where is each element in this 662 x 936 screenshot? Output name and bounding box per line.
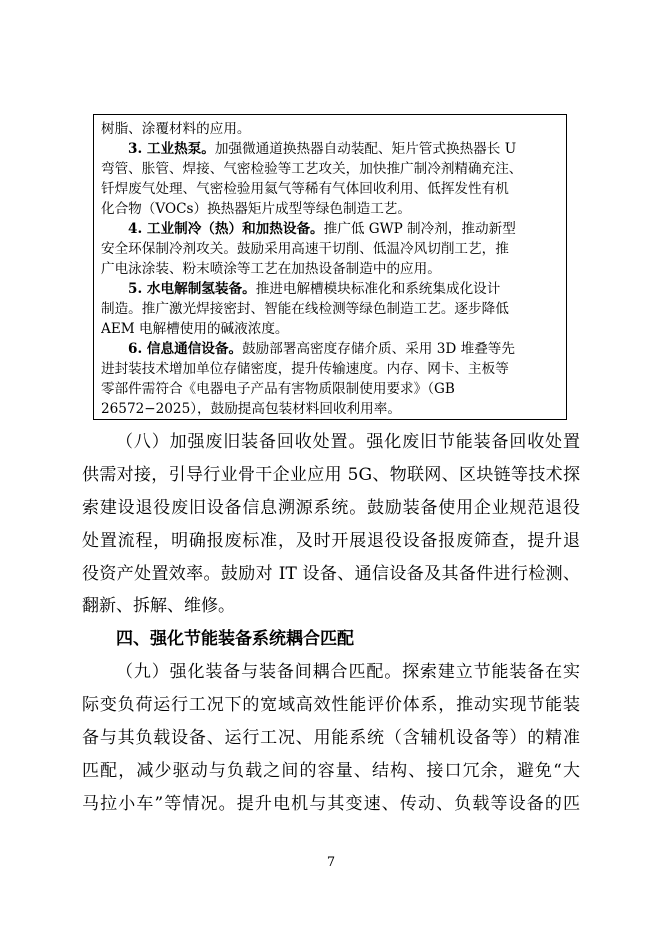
box-item-text: 推进电解槽模块标准化和系统集成化设计 [255, 281, 501, 297]
paragraph-line: （八）加强废旧装备回收处置。强化废旧节能装备回收处置 [116, 432, 580, 452]
box-line: 化合物（VOCs）换热器矩片成型等绿色制造工艺。 [101, 201, 411, 217]
section-heading: 四、强化节能装备系统耦合匹配 [116, 629, 354, 650]
box-line: 26572−2025），鼓励提高包装材料回收利用率。 [101, 401, 401, 417]
box-item-3 [101, 139, 559, 159]
paragraph-line: 马拉小车”等情况。提升电机与其变速、传动、负载等设备的匹 [82, 793, 580, 814]
paragraph-line: 供需对接，引导行业骨干企业应用 5G、物联网、区块链等技术探 [82, 464, 580, 485]
boxed-section [93, 114, 567, 420]
box-line: 零部件需符合《电器电子产品有害物质限制使用要求》（GB [101, 381, 455, 397]
paragraph-line: （九）强化装备与装备间耦合匹配。探索建立节能装备在实 [116, 662, 580, 683]
box-item-text: 鼓励部署高密度存储介质、采用 3D 堆叠等先 [242, 341, 515, 357]
box-line: 树脂、涂覆材料的应用。 [101, 121, 251, 137]
box-line: 广电泳涂装、粉末喷涂等工艺在加热设备制造中的应用。 [101, 261, 441, 277]
box-item-title: 5. 水电解制氢装备。 [128, 281, 256, 297]
box-line: 钎焊废气处理、气密检验用氦气等稀有气体回收利用、低挥发性有机 [101, 181, 509, 197]
box-line: 安全环保制冷剂攻关。鼓励采用高速干切削、低温冷风切削工艺，推 [101, 241, 509, 257]
paragraph-line: 备与其负载设备、运行工况、用能系统（含辅机设备等）的精准 [82, 728, 580, 749]
box-item-text: 推广低 GWP 制冷剂，推动新型 [323, 221, 516, 237]
box-item-5 [101, 279, 559, 299]
box-item-text: 加强微通道换热器自动装配、矩片管式换热器长 U [214, 141, 517, 157]
box-item-4 [101, 219, 559, 239]
box-line: AEM 电解槽使用的碱液浓度。 [101, 321, 289, 337]
paragraph-line: 翻新、拆解、维修。 [82, 596, 235, 617]
paragraph-line: 索建设退役废旧设备信息溯源系统。鼓励装备使用企业规范退役 [82, 497, 580, 518]
box-item-6 [101, 339, 559, 359]
paragraph-line: 处置流程，明确报废标准，及时开展退役设备报废筛查，提升退 [82, 530, 580, 551]
paragraph-line: 匹配，减少驱动与负载之间的容量、结构、接口冗余，避免“大 [82, 760, 580, 781]
paragraph-line: 际变负荷运行工况下的宽域高效性能评价体系，推动实现节能装 [82, 695, 580, 716]
box-line: 进封装技术增加单位存储密度，提升传输速度。内存、网卡、主板等 [101, 361, 509, 377]
box-item-title: 4. 工业制冷（热）和加热设备。 [128, 221, 324, 237]
page-number: 7 [326, 855, 336, 870]
box-line: 制造。推广激光焊接密封、智能在线检测等绿色制造工艺。逐步降低 [101, 301, 509, 317]
box-item-title: 6. 信息通信设备。 [128, 341, 243, 357]
paragraph-line: 役资产处置效率。鼓励对 IT 设备、通信设备及其备件进行检测、 [82, 563, 580, 584]
box-item-title: 3. 工业热泵。 [128, 141, 215, 157]
box-line: 弯管、胀管、焊接、气密检验等工艺攻关，加快推广制冷剂精确充注、 [101, 161, 523, 177]
body-text [82, 426, 580, 821]
